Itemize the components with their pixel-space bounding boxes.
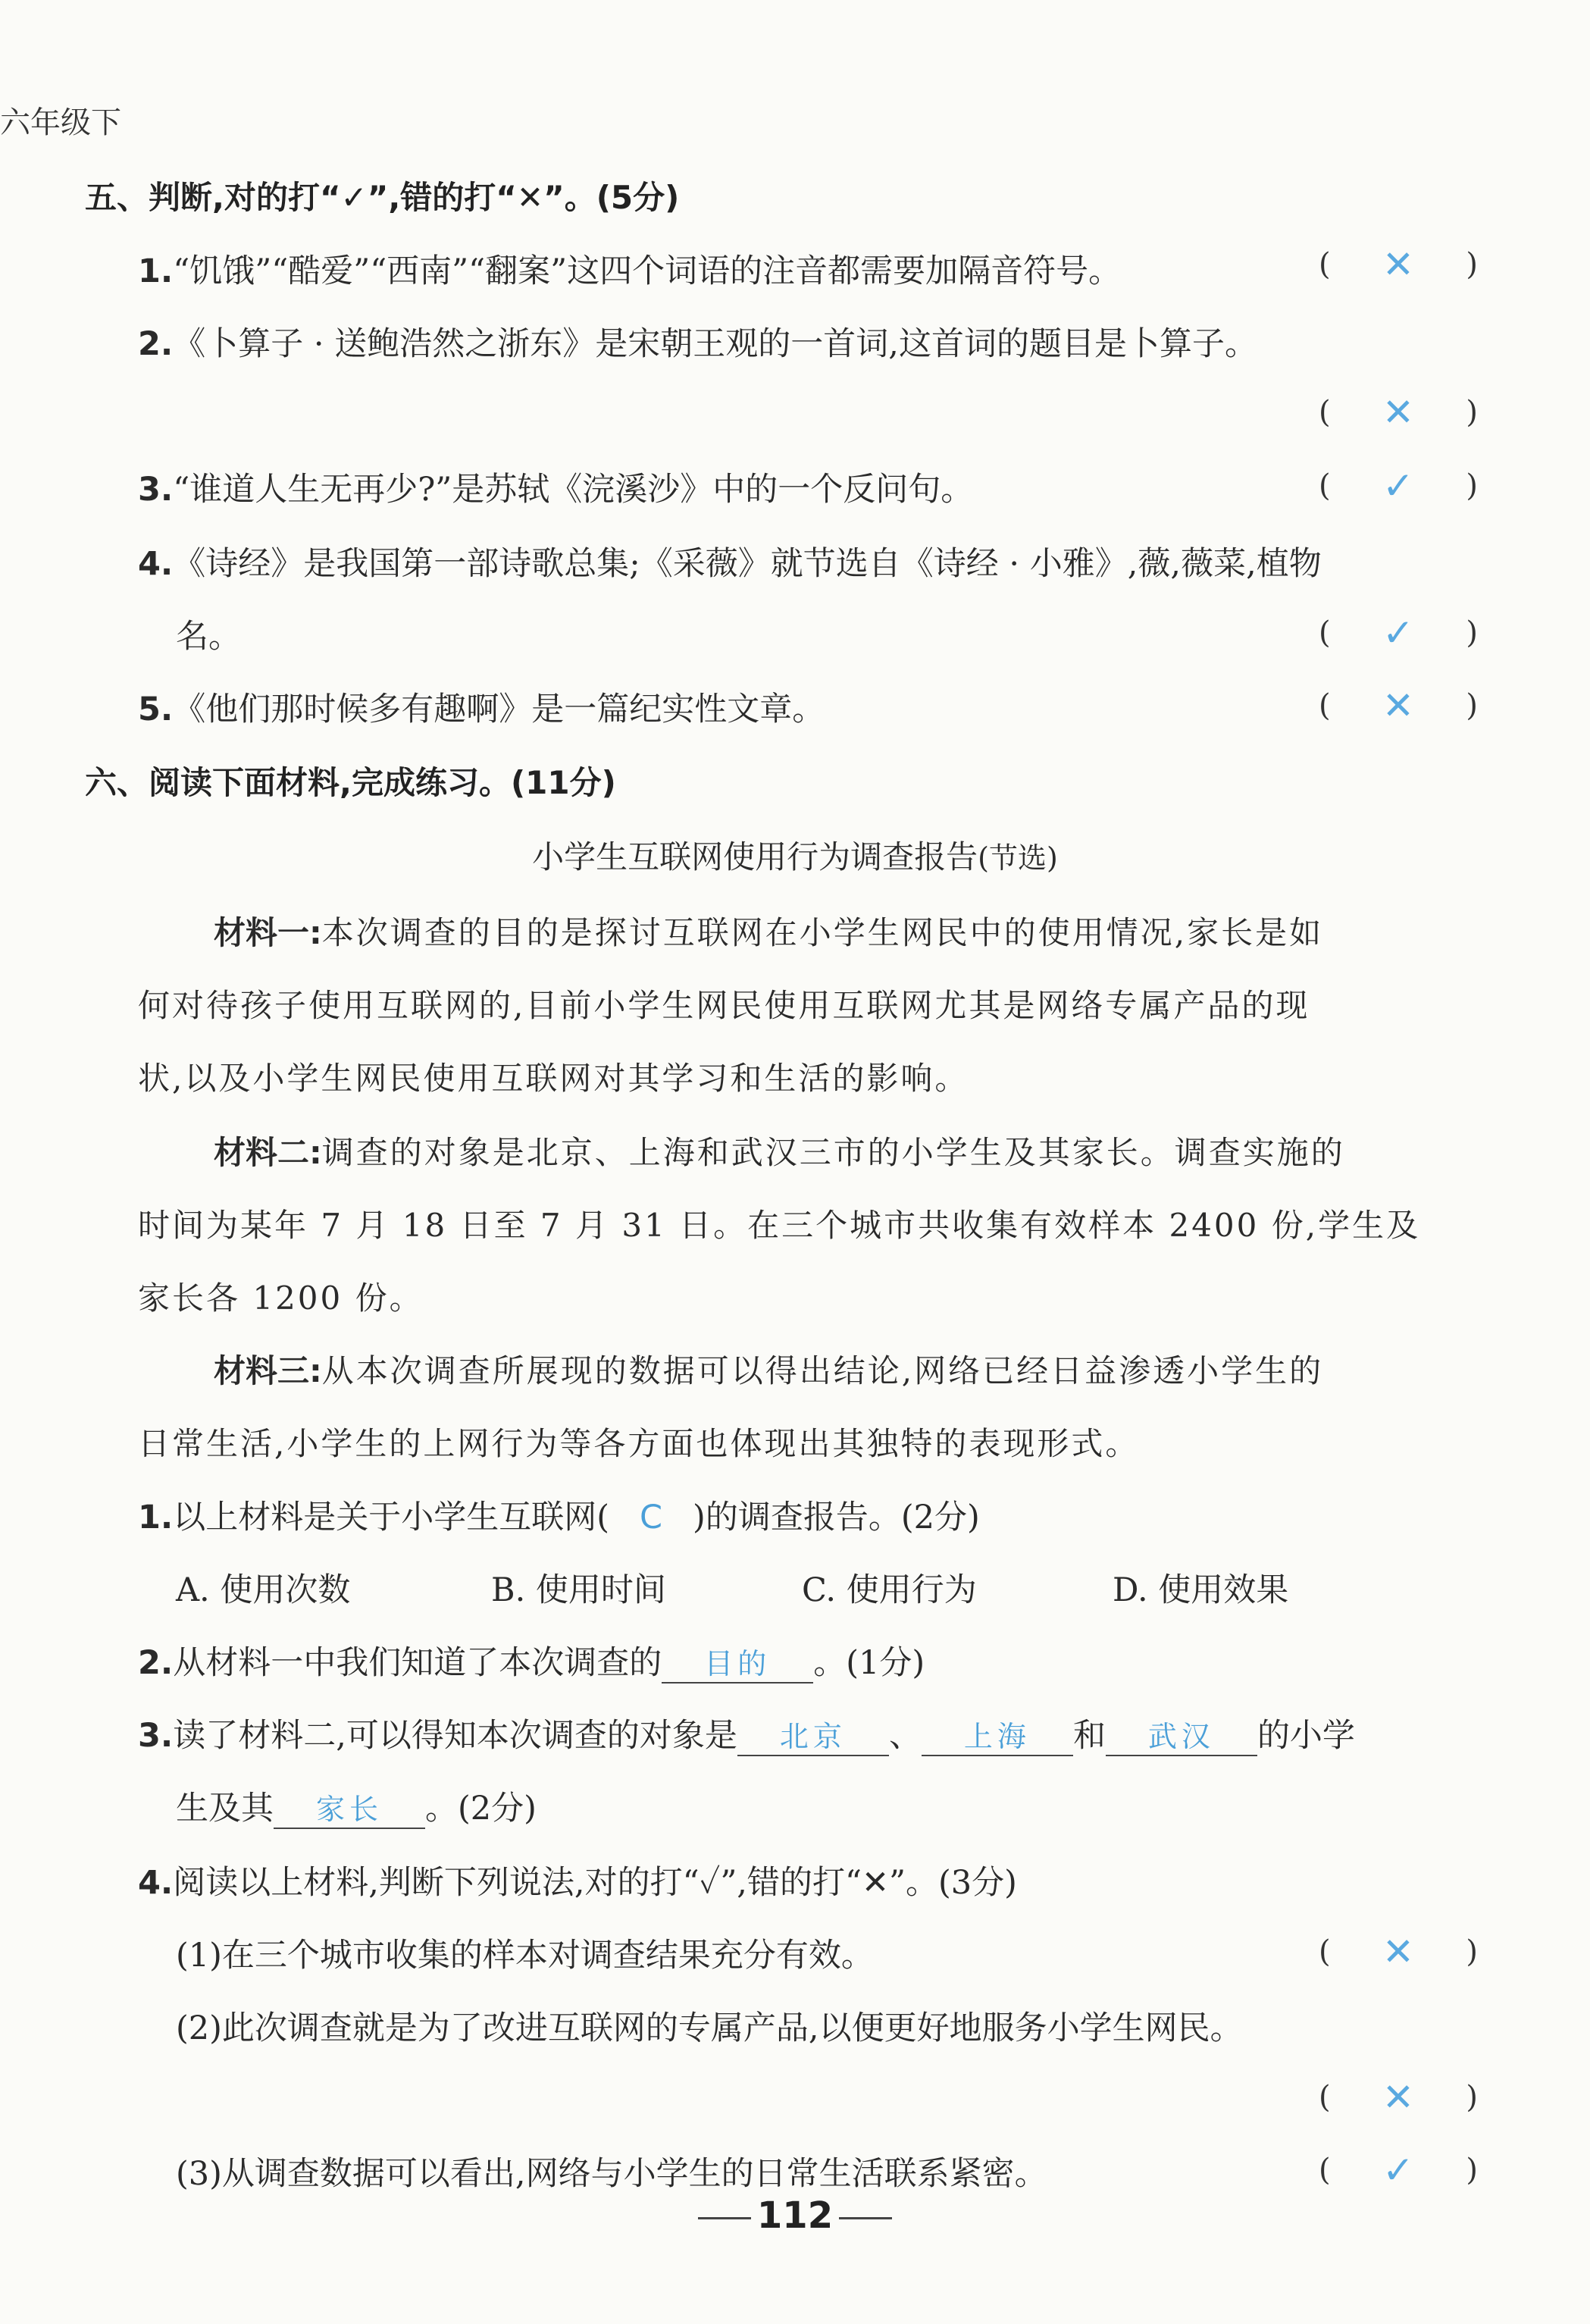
question-number: 2. [138,1644,174,1682]
cross-mark: ✕ [1382,243,1414,287]
question-text: 《诗经》是我国第一部诗歌总集;《采薇》就节选自《诗经 · 小雅》,薇,薇菜,植物 [173,545,1322,583]
check-mark: ✓ [1382,611,1414,655]
cross-mark: ✕ [1382,2075,1414,2119]
question-number: 2. [138,325,174,363]
s5-question-4-cont: 名。 [176,618,241,656]
check-mark: ✓ [1382,2148,1414,2192]
material-3-line-2: 日常生活,小学生的上网行为等各方面也体现出其独特的表现形式。 [138,1425,1140,1462]
s5-question-5 [138,684,825,730]
answer-choice: C [640,1499,663,1536]
page-dash-right [839,2217,892,2219]
report-title-text: 小学生互联网使用行为调查报告 [532,838,978,875]
question-number: 1. [138,252,174,290]
option-b: B. 使用时间 [491,1571,666,1609]
question-text-end: 。(2分) [425,1790,537,1828]
question-text: 以上材料是关于小学生互联网( [173,1499,610,1536]
material-label: 材料二: [214,1134,322,1171]
s5-question-3 [138,464,973,510]
cross-mark: ✕ [1382,684,1414,728]
question-text: 《他们那时候多有趣啊》是一篇纪实性文章。 [173,691,825,728]
cross-mark: ✕ [1382,1930,1414,1974]
question-number: 3. [138,471,174,509]
report-note: (节选) [978,841,1058,875]
material-1-line-2: 何对待孩子使用互联网的,目前小学生网民使用互联网尤其是网络专属产品的现 [138,987,1310,1024]
question-number: 4. [138,545,174,583]
page-number [0,2194,1590,2237]
material-label: 材料一: [214,914,322,951]
s5-answer-3: ( ✓ ) [1319,464,1478,508]
page-number-text: 112 [756,2194,834,2237]
s5-question-4 [138,538,1322,584]
answer-blank-3: 武汉 [1106,1713,1257,1756]
s6-q4-item-2: (2)此次调查就是为了改进互联网的专属产品,以便更好地服务小学生网民。 [176,2009,1243,2047]
answer-blank: 目的 [662,1640,813,1683]
question-text-end: )的调查报告。(2分) [693,1499,980,1536]
material-2-line-1 [214,1128,1345,1173]
material-text: 调查的对象是北京、上海和武汉三市的小学生及其家长。调查实施的 [321,1134,1345,1171]
question-number: 5. [138,691,174,728]
s6-question-1 [138,1492,980,1538]
answer-blank-4: 家长 [274,1786,425,1829]
s6-question-3 [138,1710,1355,1756]
s5-answer-1: ( ✕ ) [1319,243,1478,287]
question-text: 生及其 [176,1790,274,1828]
material-label: 材料三: [214,1352,322,1389]
cross-mark: ✕ [1382,390,1414,434]
question-number: 4. [138,1864,174,1902]
check-mark: ✓ [1382,464,1414,508]
material-2-line-2: 时间为某年 7 月 18 日至 7 月 31 日。在三个城市共收集有效样本 2400 份,学生及 [138,1207,1421,1244]
material-1-line-3: 状,以及小学生网民使用互联网对其学习和生活的影响。 [138,1060,969,1097]
s6-question-2 [138,1637,925,1683]
s6-q4-item-1: (1)在三个城市收集的样本对调查结果充分有效。 [176,1937,874,1975]
separator: 和 [1072,1717,1106,1755]
option-c: C. 使用行为 [802,1571,977,1609]
page-dash-left [698,2217,751,2219]
option-d: D. 使用效果 [1113,1571,1289,1609]
question-number: 1. [138,1499,174,1536]
question-text-end: 。(1分) [813,1644,925,1682]
s6-q4-item-3: (3)从调查数据可以看出,网络与小学生的日常生活联系紧密。 [176,2155,1047,2193]
material-text: 本次调查的目的是探讨互联网在小学生网民中的使用情况,家长是如 [321,914,1324,951]
answer-blank-1: 北京 [737,1713,889,1756]
material-1-line-1 [214,908,1323,954]
option-a: A. 使用次数 [176,1571,351,1609]
s5-answer-2: ( ✕ ) [1319,390,1478,434]
material-text: 从本次调查所展现的数据可以得出结论,网络已经日益渗透小学生的 [321,1352,1324,1389]
material-3-line-1 [214,1346,1323,1392]
s5-question-2 [138,318,1257,365]
question-text: “饥饿”“酷爱”“西南”“翻案”这四个词语的注音都需要加隔音符号。 [173,252,1122,290]
material-2-line-3: 家长各 1200 份。 [138,1279,424,1317]
s5-answer-4: ( ✓ ) [1319,611,1478,655]
s5-answer-5: ( ✕ ) [1319,684,1478,728]
s6-question-3-cont [176,1783,537,1829]
question-text: 从材料一中我们知道了本次调查的 [173,1644,662,1682]
question-text: 阅读以上材料,判断下列说法,对的打“✓”,错的打“✕”。(3分) [173,1864,1017,1902]
separator: 、 [888,1717,922,1755]
section-6-title: 六、阅读下面材料,完成练习。(11分) [85,764,616,801]
question-text: “谁道人生无再少?”是苏轼《浣溪沙》中的一个反问句。 [173,471,974,509]
s6-q4-answer-2: ( ✕ ) [1319,2075,1478,2119]
question-text: 《卜算子 · 送鲍浩然之浙东》是宋朝王观的一首词,这首词的题目是卜算子。 [173,325,1257,363]
section-5-title: 五、判断,对的打“✓”,错的打“✕”。(5分) [85,179,680,216]
question-text-end: 的小学 [1257,1717,1355,1755]
report-title [0,832,1590,878]
s6-question-4 [138,1857,1017,1903]
grade-header: 六年级下 [0,105,121,140]
question-text: 读了材料二,可以得知本次调查的对象是 [173,1717,737,1755]
answer-blank-2: 上海 [922,1713,1073,1756]
s5-question-1 [138,246,1121,292]
s6-q4-answer-1: ( ✕ ) [1319,1930,1478,1974]
question-number: 3. [138,1717,174,1755]
s6-q4-answer-3: ( ✓ ) [1319,2148,1478,2192]
